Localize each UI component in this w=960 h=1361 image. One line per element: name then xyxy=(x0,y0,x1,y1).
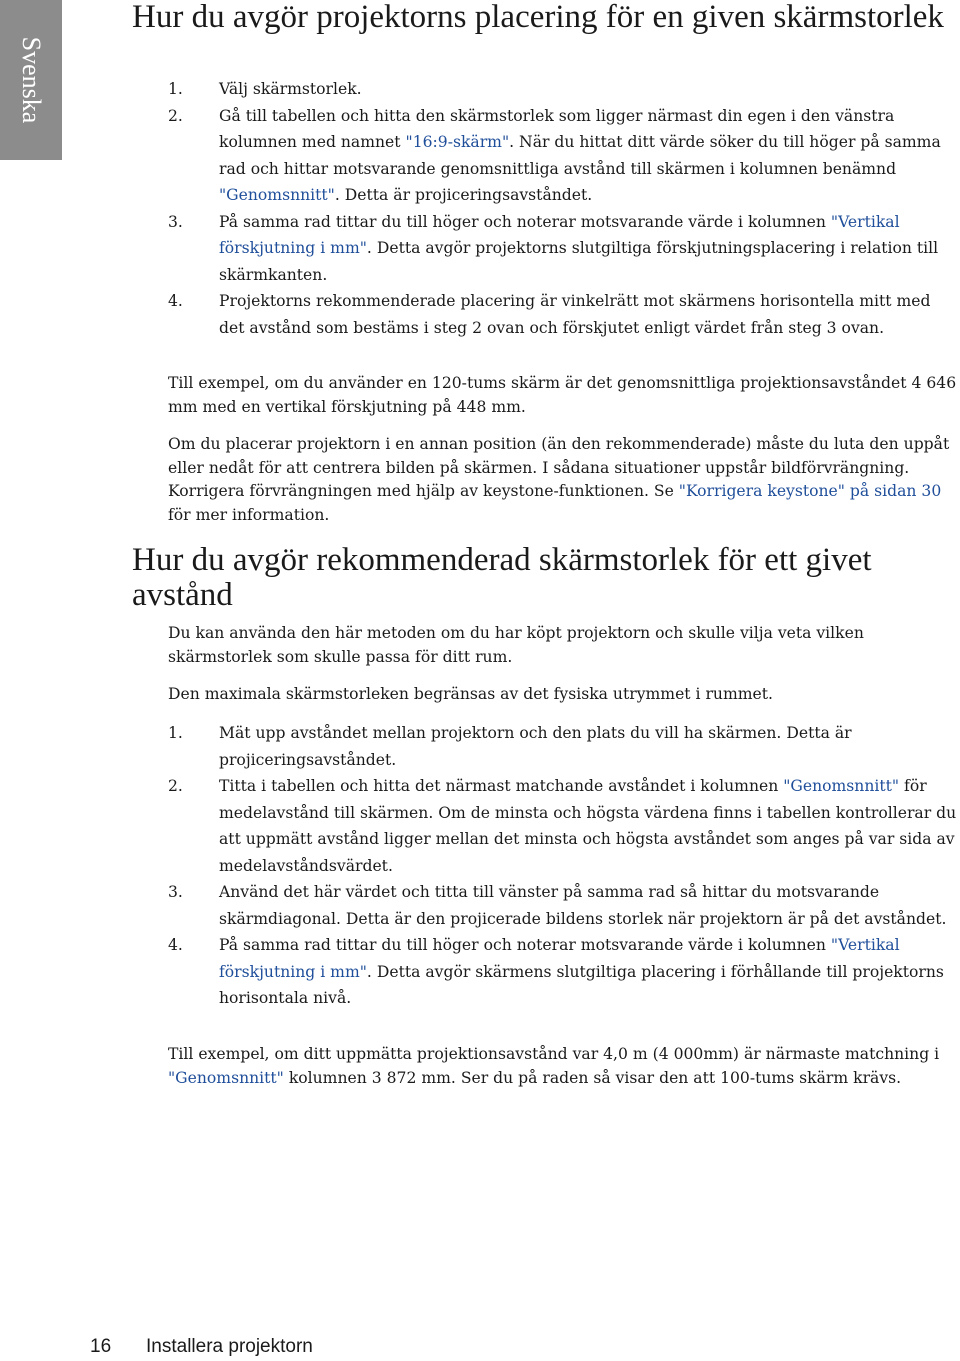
step-number: 1. xyxy=(168,80,183,98)
list-item xyxy=(168,288,958,341)
step-text: Mät upp avståndet mellan projektorn och den plats du vill ha skärmen. Detta är projiceringsavståndet. xyxy=(219,724,852,769)
section1-example xyxy=(168,372,958,419)
section2-heading: Hur du avgör rekommenderad skärmstorlek för ett givet avstånd xyxy=(132,542,872,613)
list-item xyxy=(168,879,958,932)
list-item xyxy=(168,76,958,103)
step-number: 2. xyxy=(168,106,183,125)
paragraph: Den maximala skärmstorleken begränsas av det fysiska utrymmet i rummet. xyxy=(168,685,773,703)
step-text: för medelavstånd till skärmen. Om de minsta och högsta värdena finns i tabellen kontrollerar du att uppmätt avstånd ligger mellan det minsta och högsta avståndet som anges på var sida av medelavståndsvärdet. xyxy=(219,777,957,875)
example-paragraph: Till exempel, om du använder en 120-tums skärm är det genomsnittliga projektionsavståndet 4 646 mm med en vertikal förskjutning på 448 mm. xyxy=(168,374,957,416)
step-text: På samma rad tittar du till höger och noterar motsvarande värde i kolumnen xyxy=(219,936,831,954)
example-paragraph xyxy=(168,1043,958,1090)
step-text: . Detta avgör projektorns slutgiltiga förskjutningsplacering i relation till skärmkanten. xyxy=(219,239,939,284)
paragraph-text: för mer information. xyxy=(168,505,330,524)
section1-para2 xyxy=(168,433,958,527)
paragraph-text: Om du placerar projektorn i en annan position (än den rekommenderade) måste du luta den uppåt eller nedåt för att centrera bilden på skärmen. I sådana situationer uppstår bildförvrängning. Korrigera förvrängningen med hjälp av keystone-funktionen. Se xyxy=(168,435,950,500)
step-text: . Detta är projiceringsavståndet. xyxy=(334,186,593,204)
step-text: Titta i tabellen och hitta det närmast matchande avståndet i kolumnen xyxy=(219,777,784,795)
step-number: 3. xyxy=(168,212,183,231)
step-text: På samma rad tittar du till höger och noterar motsvarande värde i kolumnen xyxy=(219,212,831,231)
page-footer xyxy=(90,1336,313,1358)
section1-heading: Hur du avgör projektorns placering för en given skärmstorlek xyxy=(132,0,944,35)
list-item xyxy=(168,773,958,879)
list-item xyxy=(168,209,958,289)
step-text: Projektorns rekommenderade placering är vinkelrätt mot skärmens horisontella mitt med det avstånd som bestäms i steg 2 ovan och förskjutet enligt värdet från steg 3 ovan. xyxy=(219,292,931,337)
step-number: 2. xyxy=(168,777,183,795)
column-reference-link[interactable]: "Genomsnnitt" xyxy=(168,1068,284,1087)
language-tab xyxy=(0,0,62,160)
language-tab-label: Svenska xyxy=(17,36,46,124)
step-number: 4. xyxy=(168,936,183,954)
paragraph xyxy=(168,433,958,527)
column-reference-link[interactable]: "Vertikal förskjutning i mm" xyxy=(219,936,900,981)
column-reference-link[interactable]: "Vertikal förskjutning i mm" xyxy=(219,212,900,257)
step-text: Använd det här värdet och titta till vänster på samma rad så hittar du motsvarande skärmdiagonal. Detta är den projicerade bildens storlek när projektorn är på det avståndet. xyxy=(219,883,947,928)
section2-example xyxy=(168,1043,958,1090)
paragraph-text: Till exempel, om ditt uppmätta projektionsavstånd var 4,0 m (4 000mm) är närmaste matchning i xyxy=(168,1045,940,1063)
column-reference-link[interactable]: "Genomsnnitt" xyxy=(783,777,900,795)
section2-intro1 xyxy=(168,622,958,669)
chapter-title: Installera projektorn xyxy=(146,1336,313,1357)
section2-steps xyxy=(168,720,958,1012)
step-number: 1. xyxy=(168,724,183,742)
step-number: 4. xyxy=(168,292,183,310)
step-text: Välj skärmstorlek. xyxy=(219,80,362,98)
step-text: . Detta avgör skärmens slutgiltiga placering i förhållande till projektorns horisontala nivå. xyxy=(219,962,944,1007)
column-reference-link[interactable]: "Genomsnnitt" xyxy=(219,186,335,204)
list-item xyxy=(168,720,958,773)
section2-intro2 xyxy=(168,683,958,707)
page-number: 16 xyxy=(90,1336,112,1357)
keystone-page-link[interactable]: "Korrigera keystone" på sidan 30 xyxy=(678,482,942,500)
paragraph: Du kan använda den här metoden om du har köpt projektorn och skulle vilja veta vilken skärmstorlek som skulle passa för ditt rum. xyxy=(168,624,864,666)
paragraph-text: kolumnen 3 872 mm. Ser du på raden så visar den att 100-tums skärm krävs. xyxy=(283,1068,902,1087)
list-item xyxy=(168,103,958,209)
column-reference-link[interactable]: "16:9-skärm" xyxy=(405,133,510,151)
section1-steps xyxy=(168,76,958,341)
step-text: Gå till tabellen och hitta den skärmstorlek som ligger närmast din egen i den vänstra kolumnen med namnet xyxy=(219,106,895,151)
step-text: . När du hittat ditt värde söker du till höger på samma rad och hittar motsvarande genomsnittliga avstånd till skärmen i kolumnen benämnd xyxy=(219,133,941,178)
list-item xyxy=(168,932,958,1012)
step-number: 3. xyxy=(168,883,183,901)
